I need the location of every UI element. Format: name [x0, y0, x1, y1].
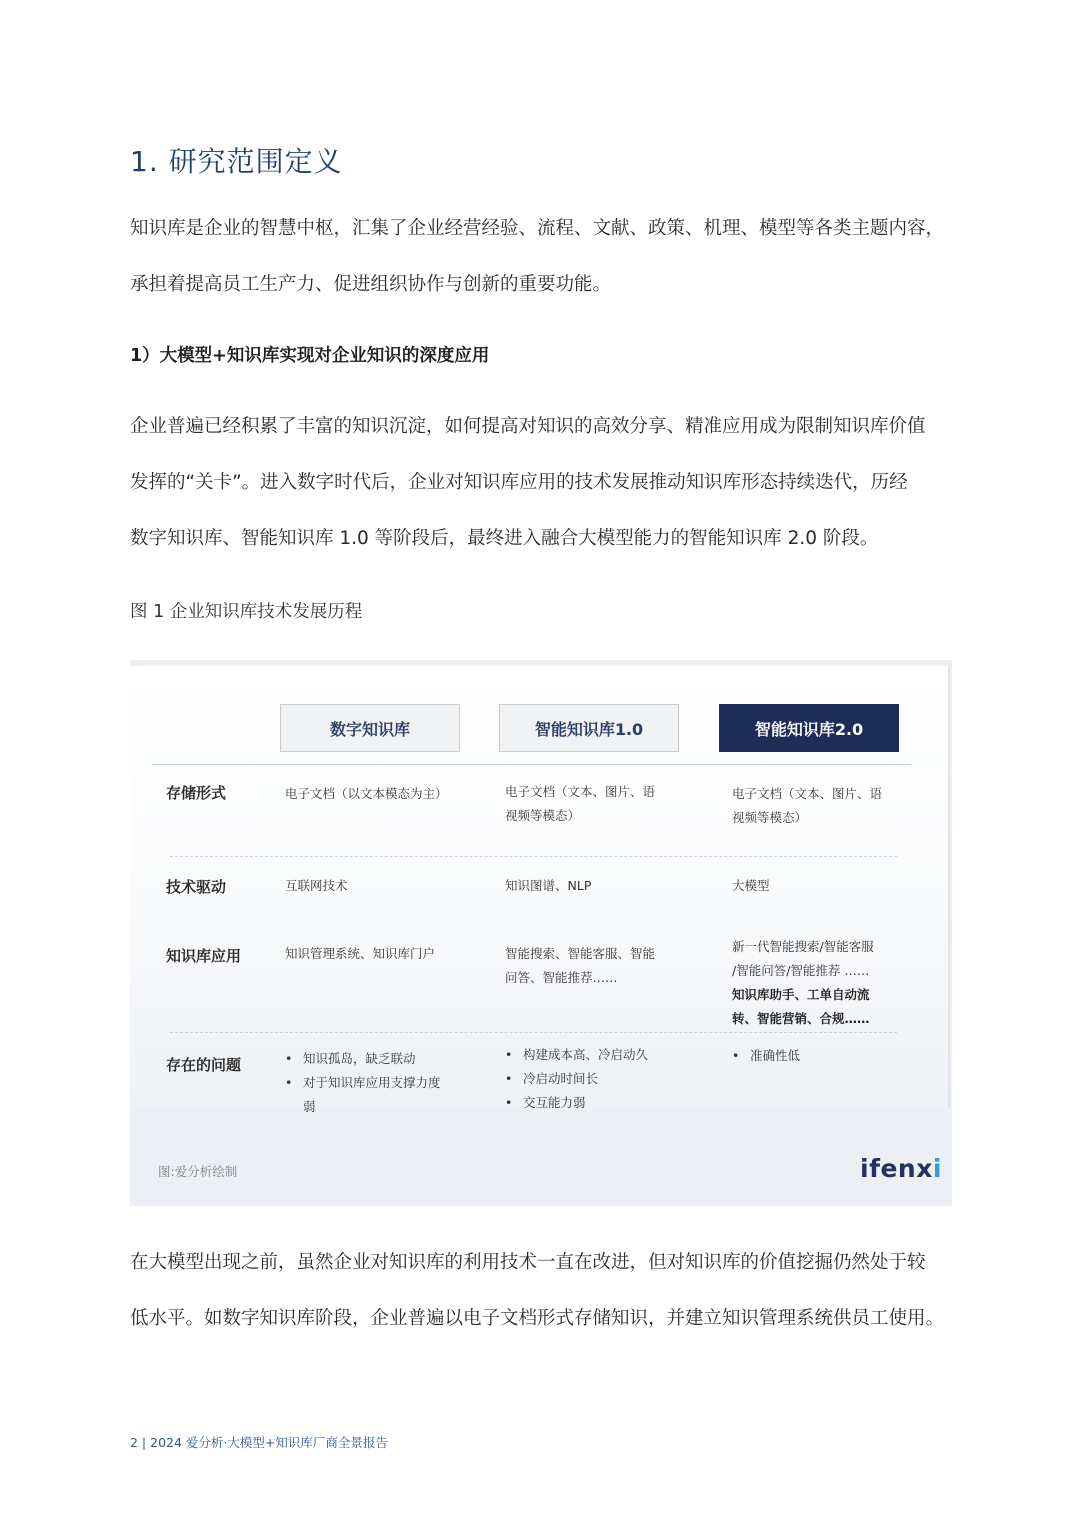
bullet-item: • 知识孤岛，缺乏联动: [285, 1051, 416, 1066]
cell-line: 智能搜索、智能客服、智能: [505, 946, 656, 961]
cell-line: 视频等模态）: [505, 808, 581, 823]
figure-table: [130, 666, 950, 1114]
bullet-item: • 构建成本高、冷启动久: [505, 1047, 649, 1062]
bullet-item: • 准确性低: [732, 1048, 801, 1063]
cell-storage-smart-2: [732, 782, 882, 830]
bullet-item: • 冷启动时间长: [505, 1071, 599, 1086]
cell-line: 电子文档（文本、图片、语: [505, 784, 656, 799]
column-header-smart-2: 智能知识库2.0: [719, 704, 899, 752]
paragraph-line: 数字知识库、智能知识库 1.0 等阶段后，最终进入融合大模型能力的智能知识库 2.0 阶段。: [130, 528, 879, 549]
cell-storage-smart-1: [505, 780, 655, 828]
cell-line: 互联网技术: [285, 878, 348, 893]
row-label-tech-driver: 技术驱动: [166, 878, 227, 896]
column-header-digital: 数字知识库: [280, 704, 460, 752]
cell-line: 新一代智能搜索/智能客服: [732, 939, 874, 954]
body-paragraph-2: [130, 1235, 960, 1347]
cell-tech-smart-2: [732, 874, 770, 898]
paragraph-line: 企业普遍已经积累了丰富的知识沉淀，如何提高对知识的高效分享、精准应用成为限制知识库价值: [130, 416, 926, 437]
paragraph-line: 发挥的“关卡”。进入数字时代后，企业对知识库应用的技术发展推动知识库形态持续迭代，历经: [130, 472, 908, 493]
cell-problems-digital: [285, 1047, 441, 1119]
paragraph-line: 低水平。如数字知识库阶段，企业普遍以电子文档形式存储知识，并建立知识管理系统供员工使用。: [130, 1308, 945, 1329]
row-label-application: 知识库应用: [166, 947, 242, 965]
cell-storage-digital: [285, 782, 448, 806]
bullet-item: • 对于知识库应用支撑力度: [285, 1075, 441, 1090]
section-heading: 1. 研究范围定义: [130, 145, 343, 178]
cell-line: /智能问答/智能推荐 ……: [732, 963, 870, 978]
paragraph-line: 承担着提高员工生产力、促进组织协作与创新的重要功能。: [130, 274, 612, 295]
row-label-storage: 存储形式: [166, 784, 227, 802]
cell-application-smart-1: [505, 942, 655, 990]
cell-tech-digital: [285, 874, 348, 898]
row-divider: [170, 856, 897, 857]
cell-line: 知识管理系统、知识库门户: [285, 946, 436, 961]
cell-problems-smart-1: [505, 1043, 648, 1115]
bullet-item: • 交互能力弱: [505, 1095, 586, 1110]
figure-caption: 图 1 企业知识库技术发展历程: [130, 602, 363, 622]
cell-application-digital: [285, 942, 435, 966]
cell-line: 大模型: [732, 878, 770, 893]
cell-line-bold: 转、智能营销、合规……: [732, 1011, 870, 1026]
cell-line: 电子文档（以文本模态为主）: [285, 786, 448, 801]
ifenxi-logo: ifenxi: [860, 1154, 942, 1183]
intro-paragraph: [130, 201, 960, 313]
cell-line: 问答、智能推荐……: [505, 970, 618, 985]
figure-knowledge-base-evolution: [130, 660, 952, 1206]
cell-tech-smart-1: [505, 874, 591, 898]
paragraph-line: 知识库是企业的智慧中枢，汇集了企业经营经验、流程、文献、政策、机理、模型等各类主题内容，: [130, 218, 945, 239]
body-paragraph-1: [130, 399, 960, 567]
subheading: 1）大模型+知识库实现对企业知识的深度应用: [130, 346, 490, 366]
page-footer: 2 | 2024 爱分析·大模型+知识库厂商全景报告: [130, 1435, 388, 1450]
row-label-problems: 存在的问题: [166, 1056, 242, 1074]
header-divider: [152, 764, 911, 765]
paragraph-line: 在大模型出现之前，虽然企业对知识库的利用技术一直在改进，但对知识库的价值挖掘仍然处于较: [130, 1252, 926, 1273]
bullet-item-continuation: 弱: [303, 1099, 316, 1114]
figure-source: 图:爱分析绘制: [158, 1164, 238, 1179]
column-header-smart-1: 智能知识库1.0: [499, 704, 679, 752]
cell-line: 知识图谱、NLP: [505, 878, 592, 893]
cell-problems-smart-2: [732, 1044, 800, 1068]
cell-line: 电子文档（文本、图片、语: [732, 786, 883, 801]
cell-line: 视频等模态）: [732, 810, 808, 825]
cell-application-smart-2: [732, 935, 874, 1031]
row-divider: [170, 1032, 897, 1033]
cell-line-bold: 知识库助手、工单自动流: [732, 987, 870, 1002]
